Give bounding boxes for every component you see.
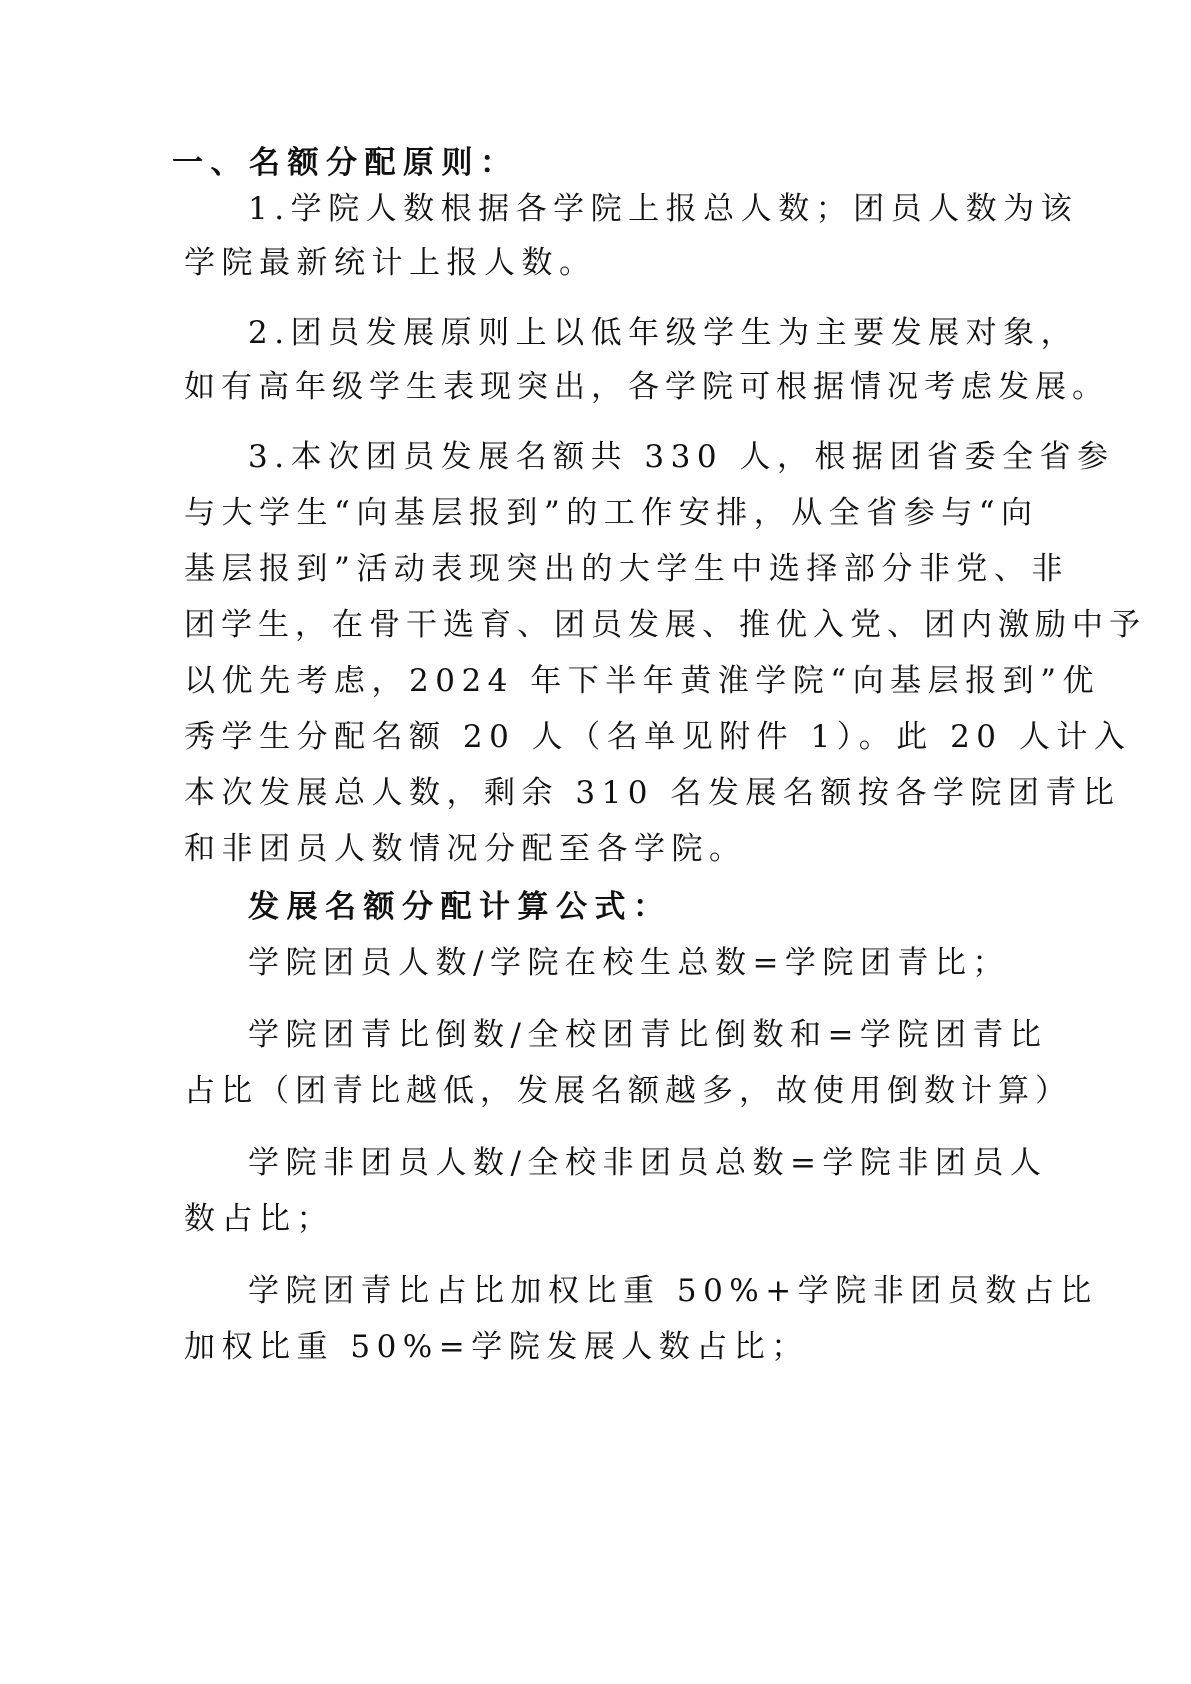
paragraph-line: 1.学院人数根据各学院上报总人数；团员人数为该 bbox=[248, 191, 1079, 227]
paragraph-line: 基层报到”活动表现突出的大学生中选择部分非党、非 bbox=[184, 551, 1069, 587]
paragraph-line: 学院最新统计上报人数。 bbox=[184, 245, 597, 281]
formula-line: 学院团青比倒数/全校团青比倒数和=学院团青比 bbox=[248, 1017, 1048, 1053]
paragraph-line: 秀学生分配名额 20 人（名单见附件 1）。此 20 人计入 bbox=[184, 719, 1132, 755]
paragraph-line: 以优先考虑，2024 年下半年黄淮学院“向基层报到”优 bbox=[184, 663, 1100, 699]
paragraph-line: 与大学生“向基层报到”的工作安排，从全省参与“向 bbox=[184, 495, 1039, 531]
formula-line: 加权比重 50%=学院发展人数占比； bbox=[184, 1329, 809, 1365]
formula-line: 数占比； bbox=[184, 1201, 334, 1237]
formula-line: 学院团员人数/学院在校生总数=学院团青比； bbox=[248, 945, 1010, 981]
paragraph-line: 和非团员人数情况分配至各学院。 bbox=[184, 831, 747, 867]
paragraph-line: 3.本次团员发展名额共 330 人，根据团省委全省参 bbox=[248, 439, 1115, 475]
formula-line: 占比（团青比越低，发展名额越多，故使用倒数计算） bbox=[184, 1073, 1072, 1109]
formula-title: 发展名额分配计算公式： bbox=[248, 889, 672, 925]
paragraph-line: 如有高年级学生表现突出，各学院可根据情况考虑发展。 bbox=[184, 369, 1109, 405]
paragraph-line: 2.团员发展原则上以低年级学生为主要发展对象， bbox=[248, 315, 1079, 351]
formula-line: 学院非团员人数/全校非团员总数=学院非团员人 bbox=[248, 1145, 1048, 1181]
section-heading: 一、名额分配原则： bbox=[172, 145, 519, 181]
paragraph-line: 团学生，在骨干选育、团员发展、推优入党、团内激励中予 bbox=[184, 607, 1146, 643]
paragraph-line: 本次发展总人数，剩余 310 名发展名额按各学院团青比 bbox=[184, 775, 1121, 811]
formula-line: 学院团青比占比加权比重 50%+学院非团员数占比 bbox=[248, 1273, 1098, 1309]
